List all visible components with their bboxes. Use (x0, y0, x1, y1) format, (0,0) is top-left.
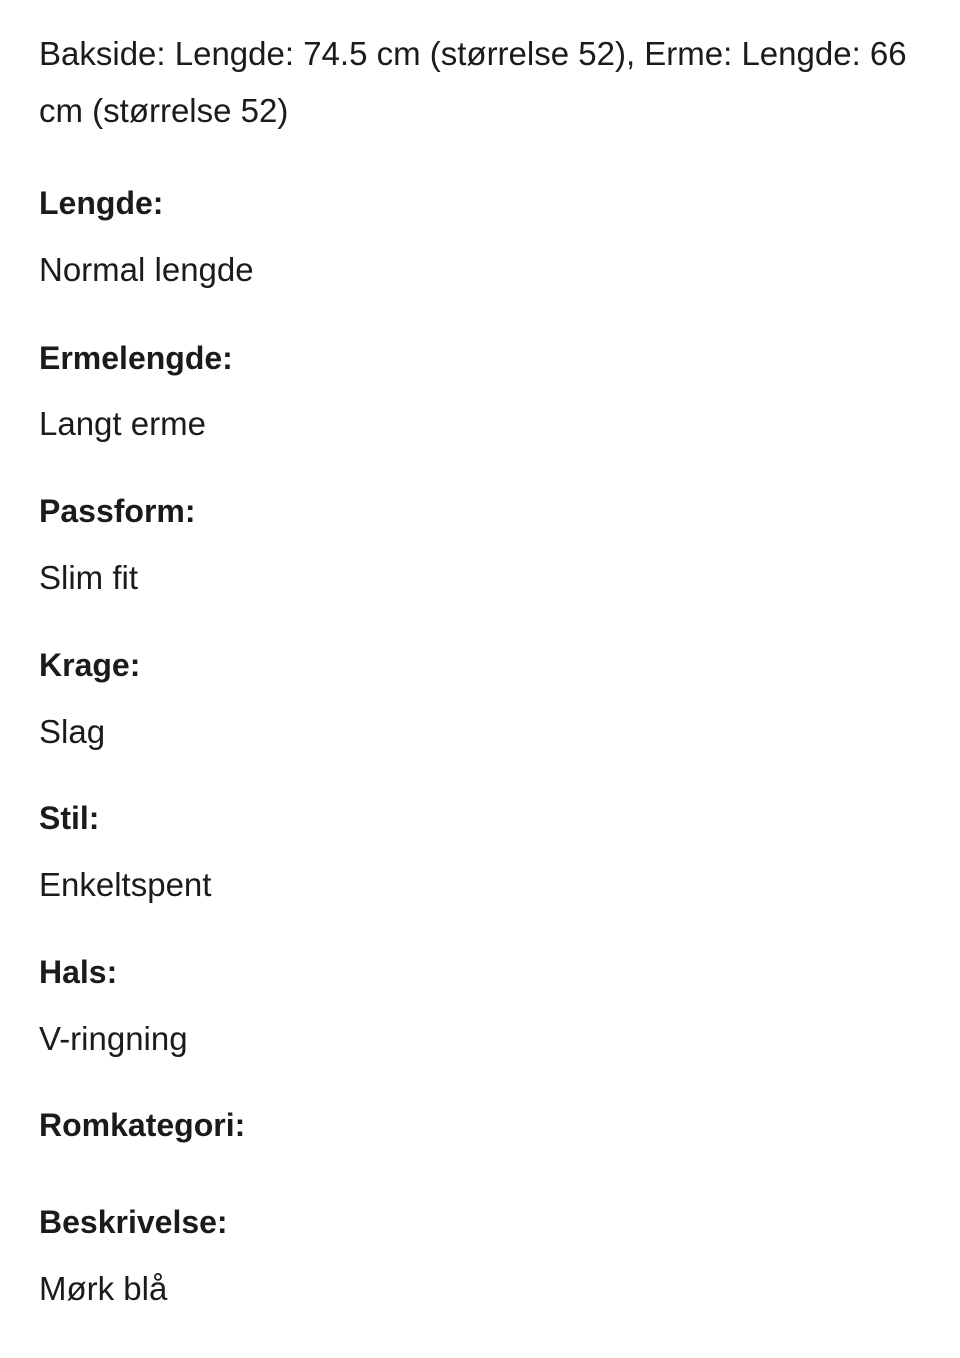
spec-neck (39, 952, 929, 1059)
spec-style (39, 798, 929, 905)
spec-value: Langt erme (39, 405, 206, 442)
spec-fit (39, 491, 929, 598)
spec-description (39, 1202, 929, 1309)
spec-collar (39, 645, 929, 752)
measurements-text: Bakside: Lengde: 74.5 cm (størrelse 52), Erme: Lengde: 66 cm (størrelse 52) (39, 35, 907, 129)
spec-value (39, 1145, 929, 1179)
spec-value: Enkeltspent (39, 866, 212, 903)
spec-label: Krage: (39, 647, 141, 683)
spec-value: Mørk blå (39, 1270, 168, 1307)
spec-value: Slag (39, 713, 106, 750)
spec-value: Slim fit (39, 559, 138, 596)
spec-label: Passform: (39, 493, 196, 529)
product-details (39, 0, 929, 1309)
spec-label: Stil: (39, 800, 100, 836)
spec-label: Lengde: (39, 185, 164, 221)
spec-value: Normal lengde (39, 251, 254, 288)
spec-label: Beskrivelse: (39, 1204, 228, 1240)
spec-label: Hals: (39, 954, 118, 990)
spec-sleeve-length (39, 338, 929, 444)
spec-room-category (39, 1105, 929, 1179)
spec-label: Ermelengde: (39, 340, 233, 376)
spec-length (39, 183, 929, 290)
spec-label: Romkategori: (39, 1107, 246, 1143)
spec-value: V-ringning (39, 1020, 188, 1057)
